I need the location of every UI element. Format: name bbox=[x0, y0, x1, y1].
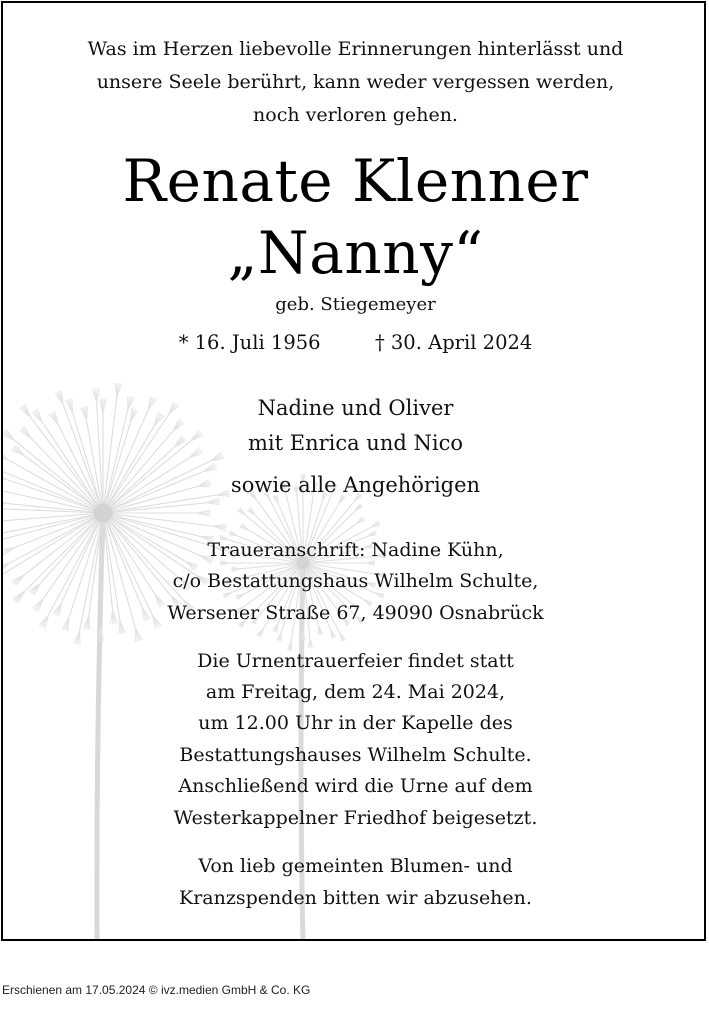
ceremony-line-4: Bestattungshauses Wilhelm Schulte. bbox=[179, 744, 532, 766]
address-line-2: c/o Bestattungshaus Wilhelm Schulte, bbox=[172, 570, 539, 592]
quote-line-1: Was im Herzen liebevolle Erinnerungen hinterlässt und bbox=[87, 38, 624, 60]
flowers-line-1: Von lieb gemeinten Blumen- und bbox=[198, 855, 513, 877]
death-date: † 30. April 2024 bbox=[374, 331, 533, 354]
quote-line-2: unsere Seele berührt, kann weder vergessen werden, bbox=[96, 71, 615, 93]
ceremony-line-1: Die Urnentrauerfeier findet statt bbox=[197, 650, 514, 672]
mourner-line-1: Nadine und Oliver bbox=[257, 396, 454, 420]
flowers-line-2: Kranzspenden bitten wir abzusehen. bbox=[179, 887, 532, 909]
obituary-frame bbox=[1, 1, 706, 941]
publication-footer: Erschienen am 17.05.2024 © ivz.medien GmbH & Co. KG bbox=[2, 983, 311, 997]
life-dates bbox=[3, 331, 706, 354]
ceremony-line-5: Anschließend wird die Urne auf dem bbox=[178, 775, 533, 797]
address-line-1: Traueranschrift: Nadine Kühn, bbox=[207, 539, 504, 561]
ceremony-line-3: um 12.00 Uhr in der Kapelle des bbox=[198, 712, 513, 734]
quote-line-3: noch verloren gehen. bbox=[253, 104, 458, 126]
dandelion-decoration bbox=[3, 3, 706, 941]
address-line-3: Wersener Straße 67, 49090 Osnabrück bbox=[167, 602, 544, 624]
birth-name: geb. Stiegemeyer bbox=[275, 294, 436, 315]
ceremony-line-2: am Freitag, dem 24. Mai 2024, bbox=[205, 681, 506, 703]
ceremony-line-6: Westerkappelner Friedhof beigesetzt. bbox=[173, 807, 538, 829]
mourner-line-3: sowie alle Angehörigen bbox=[230, 473, 481, 497]
mourner-line-2: mit Enrica und Nico bbox=[248, 431, 463, 455]
deceased-name: Renate Klenner bbox=[122, 147, 589, 215]
deceased-nickname: „Nanny“ bbox=[227, 219, 484, 287]
birth-date: * 16. Juli 1956 bbox=[178, 331, 321, 354]
